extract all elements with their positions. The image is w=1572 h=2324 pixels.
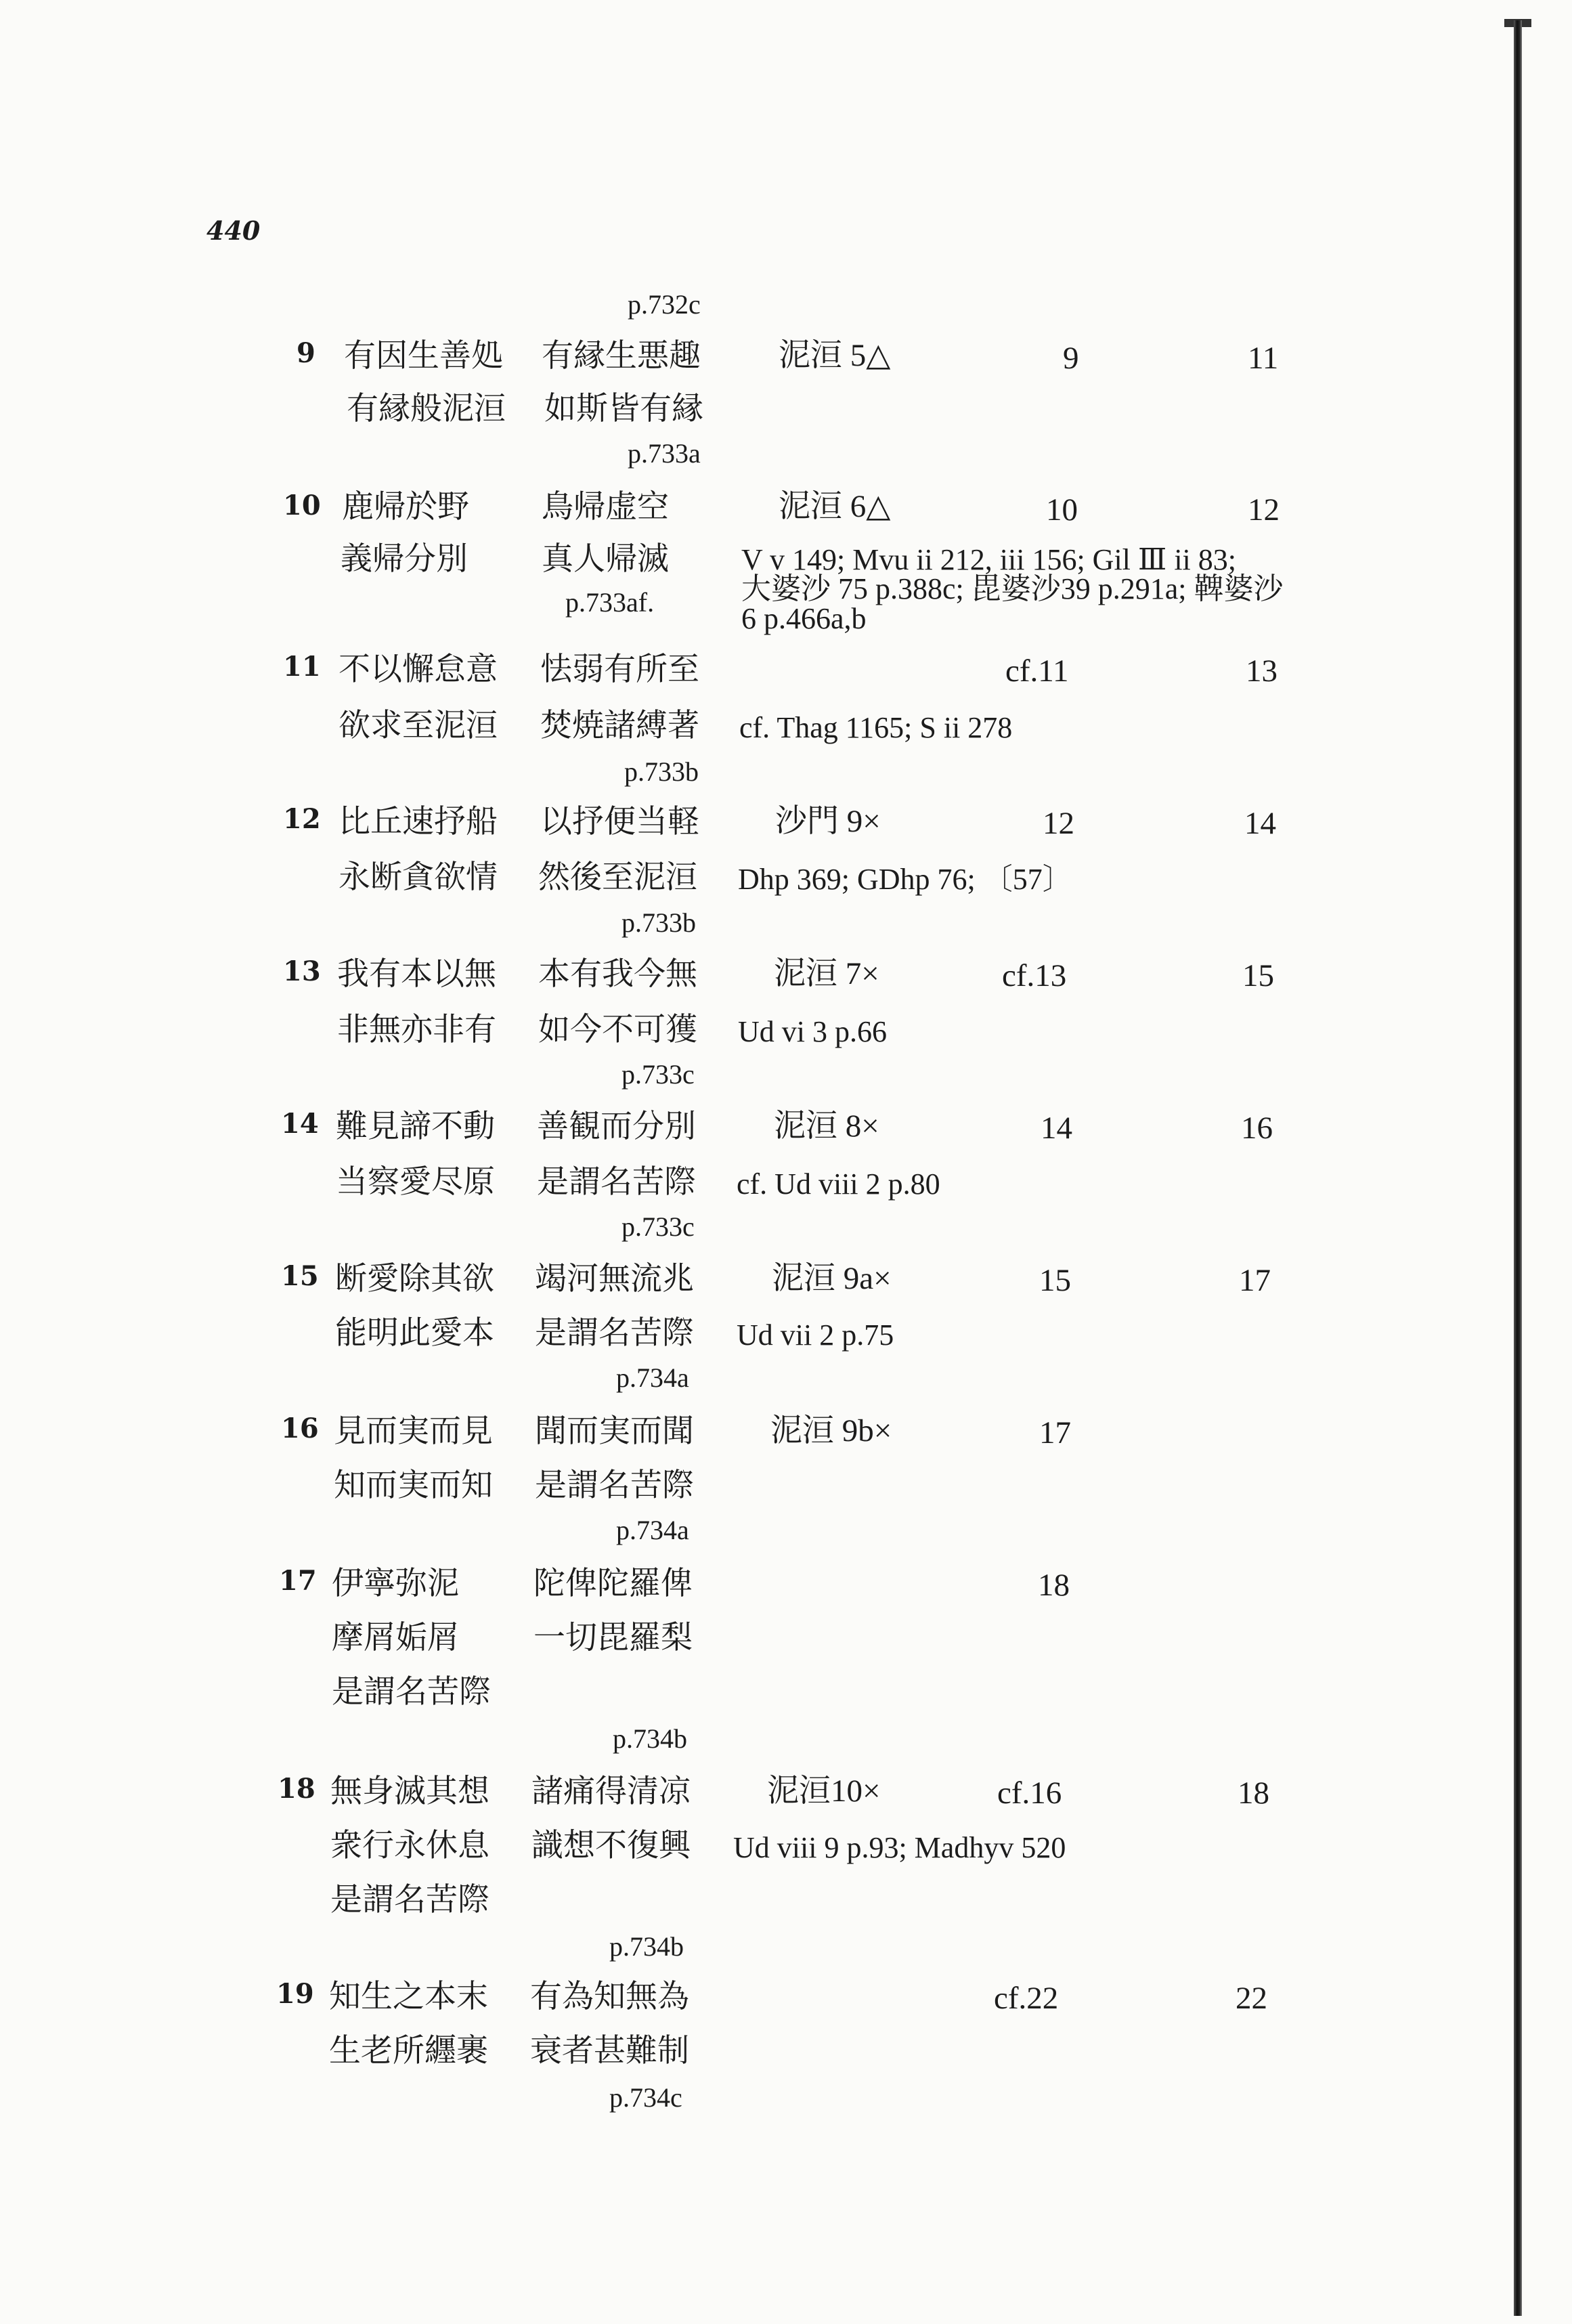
concordance-col1: 18 — [1038, 1568, 1070, 1603]
verse-line: 摩屑姤屑 — [332, 1619, 459, 1656]
verse-line: 陀俾陀羅俾 — [533, 1565, 693, 1602]
verse-line: 難見諦不動 — [336, 1108, 495, 1145]
verse-line: 竭河無流兆 — [535, 1260, 694, 1297]
verse-number: 10 — [283, 490, 321, 521]
verse-line: 是謂名苦際 — [535, 1467, 694, 1504]
verse-line: 伊寧弥泥 — [332, 1565, 459, 1602]
verse-line: 有為知無為 — [530, 1978, 689, 2015]
verse-line: 有縁般泥洹 — [347, 390, 506, 427]
comparison-ref: 泥洹10× — [767, 1773, 881, 1809]
page-number: 440 — [206, 215, 261, 246]
verse-line: 本有我今無 — [538, 955, 697, 993]
verse-number: 15 — [281, 1260, 319, 1292]
comparison-ref: 泥洹 5△ — [779, 338, 891, 373]
verse-line: 是謂名苦際 — [535, 1314, 694, 1352]
page-ref: p.734a — [616, 1362, 689, 1393]
verse-line: 衰者甚難制 — [530, 2032, 689, 2069]
verse-number: 19 — [276, 1978, 314, 2010]
verse-line: 我有本以無 — [337, 955, 496, 993]
comparison-ref: 泥洹 9a× — [772, 1261, 892, 1296]
verse-line: 能明此愛本 — [335, 1314, 494, 1352]
reference-note: 6 p.466a,b — [741, 602, 867, 635]
verse-line: 諸痛得清凉 — [531, 1773, 691, 1810]
verse-line: 衆行永休息 — [330, 1827, 489, 1864]
reference-note: cf. Ud viii 2 p.80 — [737, 1167, 940, 1201]
verse-line: 聞而実而聞 — [535, 1413, 694, 1450]
verse-line: 知而実而知 — [334, 1467, 493, 1504]
concordance-col2: 12 — [1248, 492, 1280, 528]
binding-edge — [1514, 20, 1522, 2316]
page-ref: p.734c — [609, 2082, 682, 2113]
page-ref: p.734b — [613, 1723, 687, 1754]
concordance-col1: cf.13 — [1002, 958, 1067, 993]
concordance-col1: cf.16 — [997, 1776, 1062, 1811]
verse-line: 無身滅其想 — [330, 1773, 489, 1810]
verse-line: 一切毘羅梨 — [533, 1619, 693, 1656]
concordance-col1: cf.22 — [994, 1981, 1059, 2016]
verse-line: 如今不可獲 — [538, 1011, 697, 1048]
verse-line: 是謂名苦際 — [537, 1163, 696, 1201]
page-ref: p.733a — [628, 438, 701, 469]
reference-note: Ud viii 9 p.93; Madhyv 520 — [733, 1831, 1066, 1864]
verse-line: 然後至泥洹 — [538, 859, 697, 896]
verse-line: 比丘速抒船 — [339, 803, 498, 840]
verse-line: 不以懈怠意 — [339, 651, 498, 688]
verse-line: 義帰分別 — [341, 540, 468, 578]
verse-number: 17 — [279, 1565, 317, 1597]
concordance-col2: 17 — [1239, 1263, 1271, 1298]
comparison-ref: 泥洹 9b× — [770, 1413, 892, 1448]
verse-line: 非無亦非有 — [337, 1011, 496, 1048]
reference-note: Dhp 369; GDhp 76; 〔57〕 — [738, 863, 1072, 896]
reference-note: Ud vii 2 p.75 — [737, 1318, 894, 1352]
page-ref-top: p.732c — [628, 289, 701, 320]
concordance-col1: 9 — [1063, 341, 1079, 376]
comparison-ref: 泥洹 6△ — [779, 489, 891, 524]
concordance-col2: 13 — [1246, 653, 1278, 689]
page-ref: p.733af. — [565, 587, 655, 618]
verse-line: 識想不復興 — [531, 1827, 691, 1864]
comparison-ref: 泥洹 8× — [774, 1109, 879, 1144]
concordance-col1: 15 — [1039, 1263, 1071, 1298]
verse-number: 14 — [281, 1108, 319, 1140]
concordance-col1: 10 — [1046, 492, 1078, 528]
concordance-col1: 17 — [1039, 1415, 1071, 1450]
verse-line: 有因生善処 — [344, 337, 503, 374]
verse-line: 以抒便当軽 — [540, 803, 699, 840]
reference-note: Ud vi 3 p.66 — [738, 1015, 887, 1048]
verse-number: 13 — [283, 955, 321, 987]
verse-number: 11 — [283, 651, 321, 683]
verse-line: 断愛除其欲 — [335, 1260, 494, 1297]
page-ref: p.733b — [624, 756, 699, 787]
comparison-ref: 沙門 9× — [775, 804, 881, 839]
page-ref: p.733b — [621, 907, 696, 938]
concordance-col2: 18 — [1238, 1776, 1269, 1811]
reference-note: 大婆沙 75 p.388c; 毘婆沙39 p.291a; 鞞婆沙 — [741, 572, 1284, 605]
verse-line: 欲求至泥洹 — [339, 707, 498, 744]
concordance-col2: 14 — [1244, 806, 1276, 841]
verse-line: 善観而分別 — [537, 1108, 696, 1145]
concordance-col1: 12 — [1043, 806, 1074, 841]
verse-line: 有縁生悪趣 — [542, 337, 701, 374]
reference-note: cf. Thag 1165; S ii 278 — [739, 711, 1013, 744]
concordance-col1: 14 — [1041, 1111, 1072, 1146]
page-ref: p.734b — [609, 1931, 684, 1962]
concordance-col2: 11 — [1248, 341, 1279, 376]
verse-number: 12 — [283, 803, 321, 835]
page-ref: p.733c — [621, 1059, 695, 1090]
page-ref: p.733c — [621, 1211, 695, 1242]
verse-line: 怯弱有所至 — [540, 651, 699, 688]
verse-line: 鳥帰虚空 — [542, 488, 669, 525]
comparison-ref: 泥洹 7× — [774, 956, 879, 991]
page-ref: p.734a — [616, 1515, 689, 1545]
concordance-col2: 22 — [1236, 1981, 1267, 2016]
verse-line: 焚焼諸縛著 — [540, 707, 699, 744]
verse-line: 見而実而見 — [334, 1413, 493, 1450]
reference-note: V v 149; Mvu ii 212, iii 156; Gil Ⅲ ii 83; — [741, 543, 1237, 576]
verse-line: 是謂名苦際 — [330, 1881, 489, 1918]
verse-line: 当察愛尽原 — [336, 1163, 495, 1201]
verse-line: 知生之本末 — [329, 1978, 488, 2015]
verse-number: 9 — [297, 337, 315, 369]
verse-line: 如斯皆有縁 — [544, 390, 703, 427]
verse-line: 是謂名苦際 — [332, 1673, 491, 1710]
concordance-col1: cf.11 — [1005, 653, 1069, 689]
verse-line: 永断貪欲情 — [339, 859, 498, 896]
verse-number: 16 — [281, 1413, 319, 1444]
verse-number: 18 — [278, 1773, 315, 1805]
concordance-col2: 15 — [1242, 958, 1274, 993]
verse-line: 真人帰滅 — [542, 540, 669, 578]
concordance-col2: 16 — [1241, 1111, 1273, 1146]
verse-line: 生老所纒裹 — [329, 2032, 488, 2069]
verse-line: 鹿帰於野 — [342, 488, 469, 525]
